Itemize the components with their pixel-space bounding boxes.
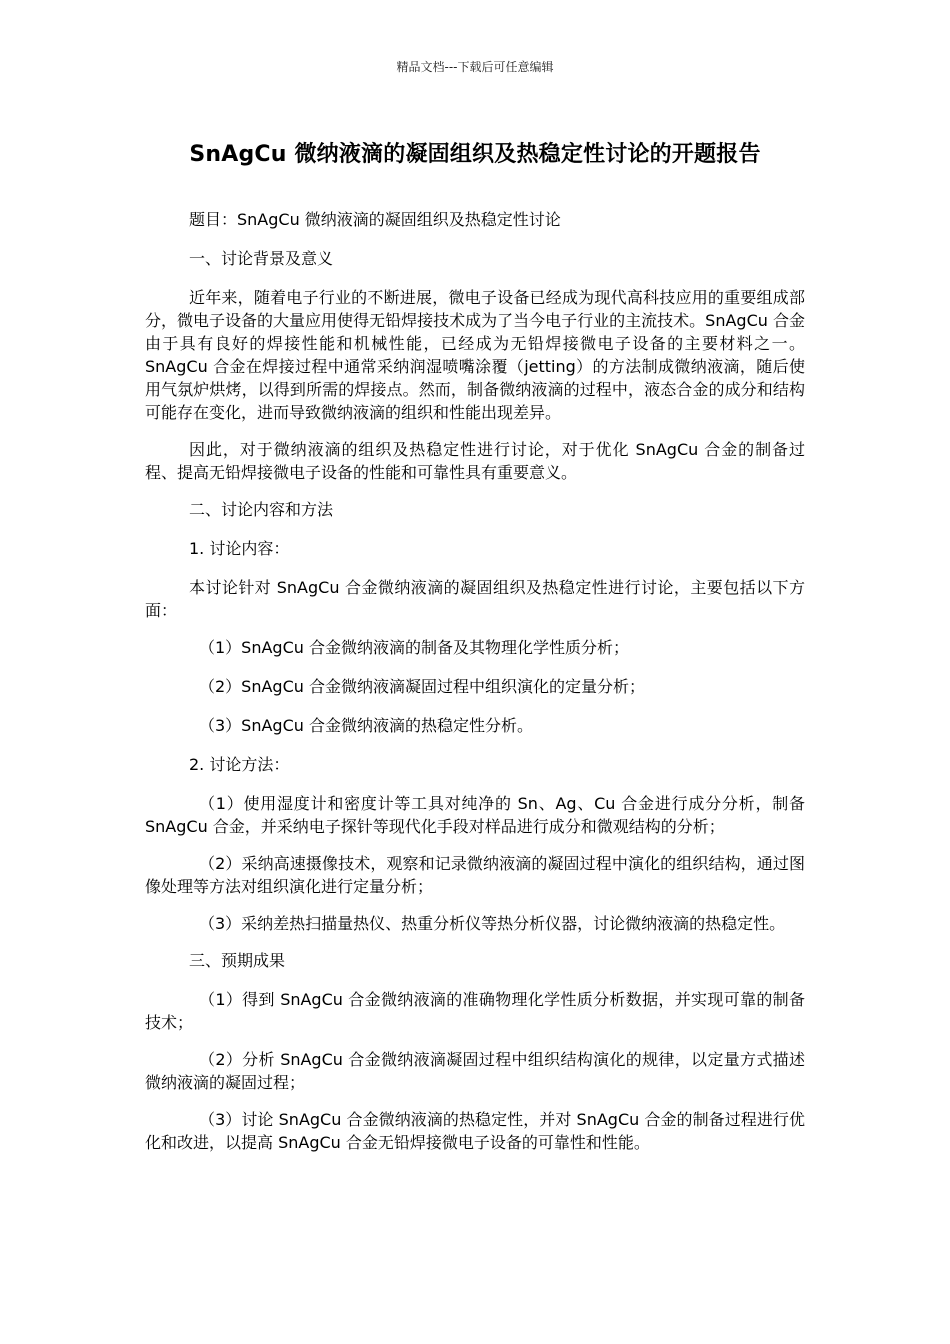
method-item-2: （2）采纳高速摄像技术，观察和记录微纳液滴的凝固过程中演化的组织结构，通过图像处理等方法对组织演化进行定量分析； [145, 854, 805, 896]
document-body [145, 208, 805, 1168]
method-item-1: （1）使用湿度计和密度计等工具对纯净的 Sn、Ag、Cu 合金进行成分分析，制备 SnAgCu 合金，并采纳电子探针等现代化手段对样品进行成分和微观结构的分析； [145, 794, 805, 836]
content-intro-paragraph: 本讨论针对 SnAgCu 合金微纳液滴的凝固组织及热稳定性进行讨论，主要包括以下方面： [145, 578, 805, 620]
background-paragraph: 近年来，随着电子行业的不断进展，微电子设备已经成为现代高科技应用的重要组成部分，微电子设备的大量应用使得无铅焊接技术成为了当今电子行业的主流技术。SnAgCu 合金由于具有良好的焊接性能和机械性能，已经成为无铅焊接微电子设备的主要材料之一。SnAgCu 合金在焊接过程中通常采纳润湿喷嘴涂覆（jetting）的方法制成微纳液滴，随后使用气氛炉烘烤，以得到所需的焊接点。然而，制备微纳液滴的过程中，液态合金的成分和结构可能存在变化，进而导致微纳液滴的组织和性能出现差异。 [145, 288, 805, 422]
content-item-3: （3）SnAgCu 合金微纳液滴的热稳定性分析。 [199, 716, 533, 735]
result-item-3: （3）讨论 SnAgCu 合金微纳液滴的热稳定性，并对 SnAgCu 合金的制备过程进行优化和改进，以提高 SnAgCu 合金无铅焊接微电子设备的可靠性和性能。 [145, 1110, 805, 1152]
section-heading-expected-results: 三、预期成果 [189, 951, 286, 970]
section-heading-background: 一、讨论背景及意义 [189, 249, 334, 268]
document-title: SnAgCu 微纳液滴的凝固组织及热稳定性讨论的开题报告 [189, 142, 761, 167]
result-item-1: （1）得到 SnAgCu 合金微纳液滴的准确物理化学性质分析数据，并实现可靠的制备技术； [145, 990, 805, 1032]
topic-line: 题目：SnAgCu 微纳液滴的凝固组织及热稳定性讨论 [189, 210, 561, 229]
significance-paragraph: 因此，对于微纳液滴的组织及热稳定性进行讨论，对于优化 SnAgCu 合金的制备过程、提高无铅焊接微电子设备的性能和可靠性具有重要意义。 [145, 440, 805, 482]
subheading-content: 1. 讨论内容： [189, 539, 290, 558]
subheading-methods: 2. 讨论方法： [189, 755, 290, 774]
method-item-3: （3）采纳差热扫描量热仪、热重分析仪等热分析仪器，讨论微纳液滴的热稳定性。 [199, 914, 786, 933]
section-heading-content-methods: 二、讨论内容和方法 [189, 500, 334, 519]
content-item-2: （2）SnAgCu 合金微纳液滴凝固过程中组织演化的定量分析； [199, 677, 645, 696]
result-item-2: （2）分析 SnAgCu 合金微纳液滴凝固过程中组织结构演化的规律，以定量方式描述微纳液滴的凝固过程； [145, 1050, 805, 1092]
content-item-1: （1）SnAgCu 合金微纳液滴的制备及其物理化学性质分析； [199, 638, 629, 657]
header-note: 精品文档---下载后可任意编辑 [396, 60, 554, 74]
